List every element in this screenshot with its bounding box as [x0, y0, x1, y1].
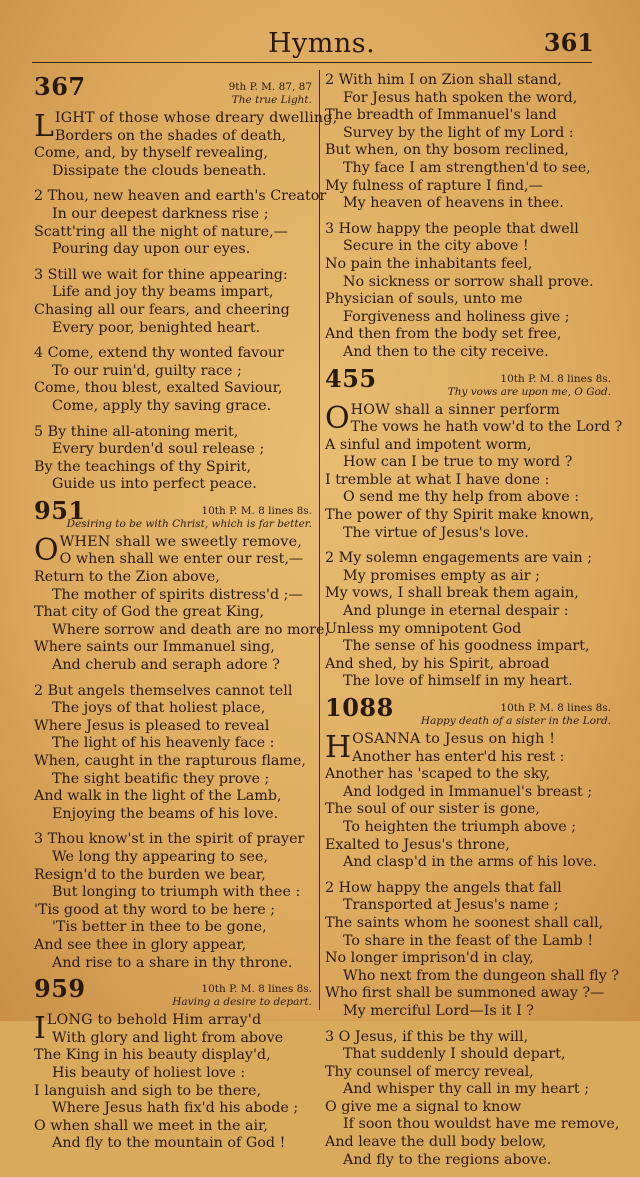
verse-line: Exalted to Jesus's throne, [325, 836, 510, 853]
verse-line: In our deepest darkness rise ; [52, 205, 269, 222]
verse-line: And whisper thy call in my heart ; [343, 1081, 590, 1098]
stanza [34, 831, 316, 972]
verse-line: Secure in the city above ! [343, 238, 529, 255]
verse-line: Dissipate the clouds beneath. [52, 162, 267, 179]
verse-text: IGHT of those whose dreary dwelling, [54, 110, 338, 126]
verse-line: Another has enter'd his rest : [352, 748, 565, 765]
verse-line: With glory and light from above [52, 1029, 284, 1046]
stanza [34, 345, 316, 415]
verse-line: Physician of souls, unto me [325, 291, 523, 308]
page-title: Hymns. [268, 28, 376, 59]
verse-line: We long thy appearing to see, [52, 848, 269, 865]
verse-line: O when shall we meet in the air, [34, 1117, 268, 1134]
verse-line: Thy counsel of mercy reveal, [325, 1063, 534, 1080]
verse-line: But when, on thy bosom reclined, [325, 142, 569, 159]
verse-line: And rise to a share in thy throne. [52, 954, 293, 971]
verse-line: 3 Still we wait for thine appearing: [34, 266, 288, 283]
page-header [0, 22, 640, 66]
drop-cap: O [325, 400, 350, 436]
stanza [34, 683, 316, 824]
verse-line: How can I be true to my word ? [343, 454, 573, 471]
hymn-subtitle: Thy vows are upon me, O God. [447, 385, 611, 398]
hymn-meter: 10th P. M. 8 lines 8s. [201, 983, 312, 996]
verse-line: And leave the dull body below, [325, 1134, 547, 1151]
verse-line: And see thee in glory appear, [34, 936, 247, 953]
verse-line: Pouring day upon our eyes. [52, 241, 251, 258]
stanza [325, 400, 623, 543]
verse-line: Every burden'd soul release ; [52, 441, 265, 458]
verse-line: And shed, by his Spirit, abroad [325, 655, 550, 672]
verse-line: Enjoying the beams of his love. [52, 805, 279, 822]
verse-line: 3 O Jesus, if this be thy will, [325, 1028, 529, 1045]
verse-line: Where Jesus is pleased to reveal [34, 717, 270, 734]
hymn-subtitle: Having a desire to depart. [172, 996, 312, 1009]
verse-line: The power of thy Spirit make known, [325, 507, 595, 524]
verse-line: To our ruin'd, guilty race ; [52, 362, 242, 379]
verse-line: Where saints our Immanuel sing, [34, 639, 275, 656]
verse-line: And then to the city receive. [343, 343, 549, 360]
verse-line: The soul of our sister is gone, [325, 801, 540, 818]
stanza [34, 424, 316, 494]
stanza [325, 1028, 620, 1170]
verse-line: 2 My solemn engagements are vain ; [325, 550, 593, 567]
stanza [34, 532, 329, 675]
verse-line: And lodged in Immanuel's breast ; [343, 783, 593, 800]
verse-line: O give me a signal to know [325, 1098, 522, 1115]
verse-line: That suddenly I should depart, [343, 1046, 566, 1063]
verse-line: Who next from the dungeon shall fly ? [343, 967, 619, 984]
verse-line: Where sorrow and death are no more, [52, 621, 329, 638]
verse-line: Another has 'scaped to the sky, [325, 766, 551, 783]
verse-line: The virtue of Jesus's love. [343, 524, 529, 541]
verse-line: And cherub and seraph adore ? [52, 657, 280, 674]
drop-cap: H [325, 730, 352, 765]
hymn-meter: 10th P. M. 8 lines 8s. [500, 372, 611, 385]
verse-line: And then from the body set free, [325, 326, 562, 343]
verse-line: No pain the inhabitants feel, [325, 255, 533, 272]
hymn-number: 959 [34, 974, 86, 1004]
verse-line: The light of his heavenly face : [52, 735, 275, 752]
verse-line: My promises empty as air ; [343, 567, 540, 584]
hymn-heading [34, 974, 316, 1012]
verse-line: Come, apply thy saving grace. [52, 397, 272, 414]
verse-line: The sense of his goodness impart, [343, 638, 590, 655]
verse-line: Where Jesus hath fix'd his abode ; [52, 1100, 299, 1117]
verse-line: O send me thy help from above : [343, 489, 580, 506]
verse-line: And plunge in eternal despair : [343, 603, 569, 620]
verse-line: 3 Thou know'st in the spirit of prayer [34, 831, 305, 848]
verse-line: To heighten the triumph above ; [343, 818, 577, 835]
verse-line: I languish and sigh to be there, [34, 1082, 262, 1099]
stanza [325, 72, 615, 213]
hymn-number: 455 [325, 363, 377, 393]
verse-line: My heaven of heavens in thee. [343, 195, 564, 212]
hymn-meter: 10th P. M. 8 lines 8s. [201, 504, 312, 517]
hymn-subtitle: Desiring to be with Christ, which is far better. [66, 517, 312, 530]
verse-line: The vows he hath vow'd to the Lord ? [350, 419, 623, 436]
verse-line: Borders on the shades of death, [54, 127, 287, 144]
stanza [34, 188, 327, 258]
verse-line: Guide us into perfect peace. [52, 476, 257, 493]
verse-line: 4 Come, extend thy wonted favour [34, 345, 285, 362]
verse-line: 2 With him I on Zion shall stand, [325, 72, 562, 88]
verse-text: WHEN shall we sweetly remove, [59, 533, 303, 550]
verse-line: No longer imprison'd in clay, [325, 950, 534, 967]
verse-line: But longing to triumph with thee : [52, 884, 301, 901]
drop-cap: I [34, 1011, 46, 1047]
verse-line: Unless my omnipotent God [325, 620, 522, 637]
verse-line: When, caught in the rapturous flame, [34, 753, 306, 769]
verse-line: The saints whom he soonest shall call, [325, 914, 604, 931]
hymn-meter: 9th P. M. 87, 87 [228, 81, 312, 93]
stanza [34, 1012, 316, 1153]
verse-line: O when shall we enter our rest,— [59, 551, 304, 568]
stanza [34, 109, 338, 180]
verse-line: The King in his beauty display'd, [34, 1047, 271, 1064]
verse-line: Survey by the light of my Lord : [343, 124, 574, 141]
verse-line: His beauty of holiest love : [52, 1064, 246, 1081]
verse-line: To share in the feast of the Lamb ! [343, 932, 594, 949]
hymn-number: 1088 [325, 693, 394, 722]
verse-line: 'Tis better in thee to be gone, [52, 919, 267, 936]
verse-line: My fulness of rapture I find,— [325, 177, 543, 194]
verse-line: Life and joy thy beams impart, [52, 284, 274, 301]
verse-line: 3 How happy the people that dwell [325, 220, 579, 237]
column-divider [319, 70, 320, 1010]
verse-line: My merciful Lord—Is it I ? [343, 1002, 534, 1019]
verse-line: And walk in the light of the Lamb, [34, 788, 282, 805]
hymn-heading [325, 363, 615, 402]
verse-line: Chasing all our fears, and cheering [34, 301, 290, 318]
drop-cap: O [34, 532, 59, 568]
verse-line: No sickness or sorrow shall prove. [343, 273, 594, 290]
verse-line: And clasp'd in the arms of his love. [343, 854, 597, 871]
verse-line: 'Tis good at thy word to be here ; [34, 901, 276, 918]
verse-line: The mother of spirits distress'd ;— [52, 586, 303, 603]
stanza [34, 267, 316, 337]
verse-line: I tremble at what I have done : [325, 471, 550, 488]
verse-line: The love of himself in my heart. [343, 673, 573, 690]
verse-line: Forgiveness and holiness give ; [343, 308, 570, 325]
hymn-heading [34, 72, 316, 110]
hymn-subtitle: The true Light. [231, 94, 312, 106]
verse-line: For Jesus hath spoken the word, [343, 89, 578, 106]
hymn-subtitle: Happy death of a sister in the Lord. [420, 715, 611, 727]
verse-line: My vows, I shall break them again, [325, 585, 579, 602]
verse-line: 5 By thine all-atoning merit, [34, 423, 239, 440]
hymn-meter: 10th P. M. 8 lines 8s. [500, 702, 611, 714]
stanza [325, 550, 615, 691]
verse-line: Thy face I am strengthen'd to see, [343, 159, 591, 176]
verse-line: And fly to the mountain of God ! [52, 1135, 286, 1152]
right-column [325, 72, 623, 1177]
verse-text: LONG to behold Him array'd [46, 1012, 262, 1029]
verse-line: Every poor, benighted heart. [52, 319, 261, 336]
stanza [325, 731, 615, 872]
verse-line: Who first shall be summoned away ?— [325, 985, 605, 1002]
verse-text: OSANNA to Jesus on high ! [352, 731, 556, 747]
verse-line: Transported at Jesus's name ; [343, 897, 559, 914]
verse-line: Resign'd to the burden we bear, [34, 866, 266, 883]
hymn-heading [34, 495, 316, 534]
verse-line: That city of God the great King, [34, 604, 265, 621]
verse-line: A sinful and impotent worm, [325, 436, 532, 453]
left-column [34, 72, 338, 1161]
stanza [325, 221, 615, 362]
page-number: 361 [543, 28, 594, 57]
hymn-heading [325, 693, 615, 731]
verse-line: The joys of that holiest place, [52, 700, 266, 717]
verse-line: Scatt'ring all the night of nature,— [34, 223, 288, 240]
stanza [325, 879, 619, 1021]
verse-text: HOW shall a sinner perform [350, 401, 560, 418]
verse-line: The breadth of Immanuel's land [325, 107, 557, 124]
verse-line: By the teachings of thy Spirit, [34, 458, 252, 475]
verse-line: Return to the Zion above, [34, 569, 220, 586]
header-rule [32, 62, 592, 63]
verse-line: The sight beatific they prove ; [52, 770, 270, 787]
hymn-number: 951 [34, 495, 86, 525]
verse-line: Come, and, by thyself revealing, [34, 145, 269, 162]
verse-line: If soon thou wouldst have me remove, [343, 1116, 620, 1133]
verse-line: And fly to the regions above. [343, 1151, 552, 1168]
verse-line: Come, thou blest, exalted Saviour, [34, 380, 283, 397]
verse-line: 2 But angels themselves cannot tell [34, 682, 293, 699]
drop-cap: L [34, 109, 54, 144]
verse-line: 2 How happy the angels that fall [325, 879, 562, 896]
hymn-number: 367 [34, 72, 86, 101]
verse-line: 2 Thou, new heaven and earth's Creator [34, 188, 327, 205]
